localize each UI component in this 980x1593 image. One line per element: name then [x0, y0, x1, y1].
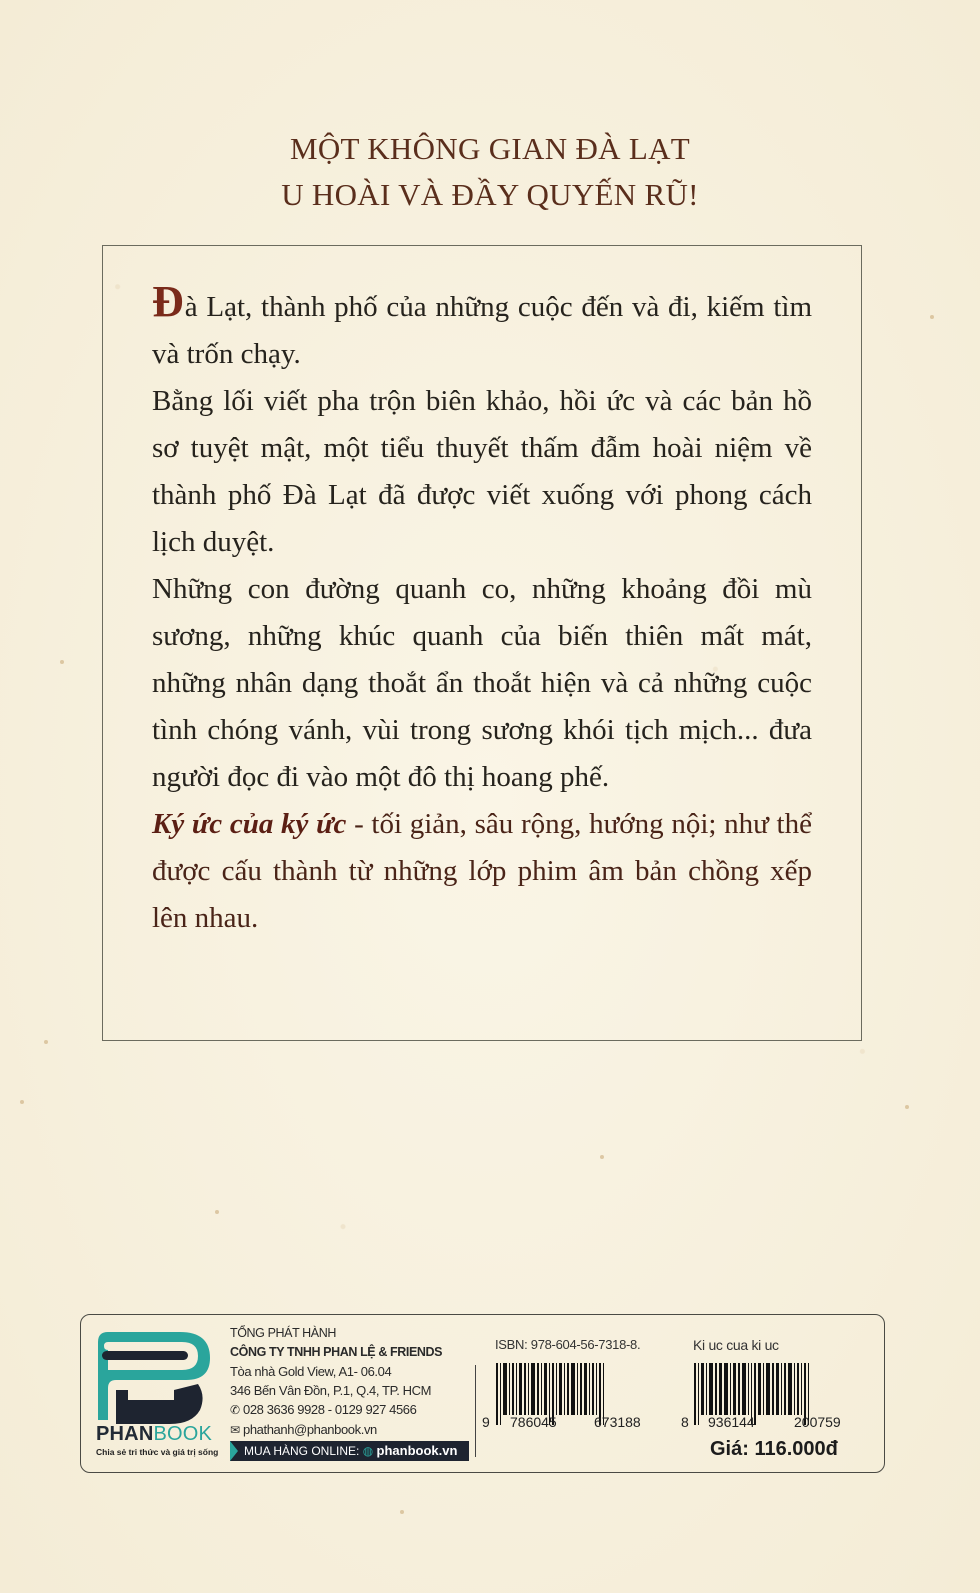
paper-speck [215, 1210, 219, 1214]
blurb-paragraph-1 [152, 277, 812, 378]
phanbook-logo-icon [94, 1328, 214, 1424]
shop-label: MUA HÀNG ONLINE: [244, 1444, 360, 1458]
paper-speck [20, 1100, 24, 1104]
globe-icon: ◍ [362, 1444, 374, 1458]
distributor-info [230, 1324, 470, 1440]
isbn-digits-group-1: 786045 [510, 1414, 557, 1430]
headline-line-2: U HOÀI VÀ ĐẦY QUYẾN RŨ! [281, 177, 699, 212]
address-line-2: 346 Bến Vân Đồn, P.1, Q.4, TP. HCM [230, 1383, 432, 1398]
book-title-italic: Ký ức của ký ức [152, 808, 347, 840]
email-row [230, 1420, 470, 1440]
phone-icon: ✆ [230, 1403, 240, 1417]
headline-line-1: MỘT KHÔNG GIAN ĐÀ LẠT [289, 131, 691, 166]
shop-website-link[interactable]: phanbook.vn [376, 1443, 458, 1458]
paper-speck [600, 1155, 604, 1159]
barcode-digit-first: 8 [681, 1414, 689, 1430]
paper-speck [905, 1105, 909, 1109]
paper-speck [60, 660, 64, 664]
address-line-1: Tòa nhà Gold View, A1- 06.04 [230, 1364, 392, 1379]
paper-speck [400, 1510, 404, 1514]
barcode-digits-group-2: 200759 [794, 1414, 841, 1430]
price-label: Giá: 116.000đ [710, 1438, 838, 1460]
blurb-p4-text: - tối giản, sâu rộng, hướng nội; như thể được cấu thành từ những lớp phim âm bản chồng xếp lên nhau. [152, 808, 812, 934]
brand-tagline: Chia sẻ tri thức và giá trị sống [96, 1447, 219, 1457]
brand-name [96, 1423, 212, 1446]
barcode-digits-group-1: 936144 [708, 1414, 755, 1430]
shop-online-banner[interactable] [230, 1441, 469, 1461]
paper-speck [44, 1040, 48, 1044]
barcode-title-label: Ki uc cua ki uc [693, 1337, 779, 1353]
blurb-p1-text: à Lạt, thành phố của những cuộc đến và đi, kiếm tìm và trốn chạy. [152, 291, 812, 370]
brand-bold: PHAN [96, 1423, 154, 1445]
phone-number: 028 3636 9928 - 0129 927 4566 [243, 1402, 417, 1417]
isbn-digits-group-2: 673188 [594, 1414, 641, 1430]
isbn-barcode [496, 1363, 606, 1421]
isbn-digit-first: 9 [482, 1414, 490, 1430]
phone-row [230, 1400, 470, 1420]
paper-speck [930, 315, 934, 319]
headline [0, 126, 980, 218]
product-barcode [694, 1363, 811, 1421]
drop-cap: Đ [152, 277, 184, 326]
company-name: CÔNG TY TNHH PHAN LỆ & FRIENDS [230, 1345, 443, 1359]
isbn-label: ISBN: 978-604-56-7318-8. [495, 1337, 641, 1352]
brand-light: BOOK [153, 1423, 213, 1445]
distributor-label: TỔNG PHÁT HÀNH [230, 1326, 336, 1340]
blurb-paragraph-4 [152, 801, 812, 942]
blurb-paragraph-2: Bằng lối viết pha trộn biên khảo, hồi ức và các bản hồ sơ tuyệt mật, một tiểu thuyết thấm đẫm hoài niệm về thành phố Đà Lạt đã được viết xuống với phong cách lịch duyệt. [152, 385, 812, 558]
blurb-text [152, 277, 812, 942]
envelope-icon: ✉ [230, 1423, 240, 1437]
blurb-paragraph-3: Những con đường quanh co, những khoảng đồi mù sương, những khúc quanh của biến thiên mất mát, những nhân dạng thoắt ẩn thoắt hiện và cả những cuộc tình chóng vánh, vùi trong sương khói tịch mịch... đưa người đọc đi vào một đô thị hoang phế. [152, 573, 812, 793]
footer-divider [475, 1365, 476, 1457]
email-address[interactable]: phathanh@phanbook.vn [243, 1422, 377, 1437]
